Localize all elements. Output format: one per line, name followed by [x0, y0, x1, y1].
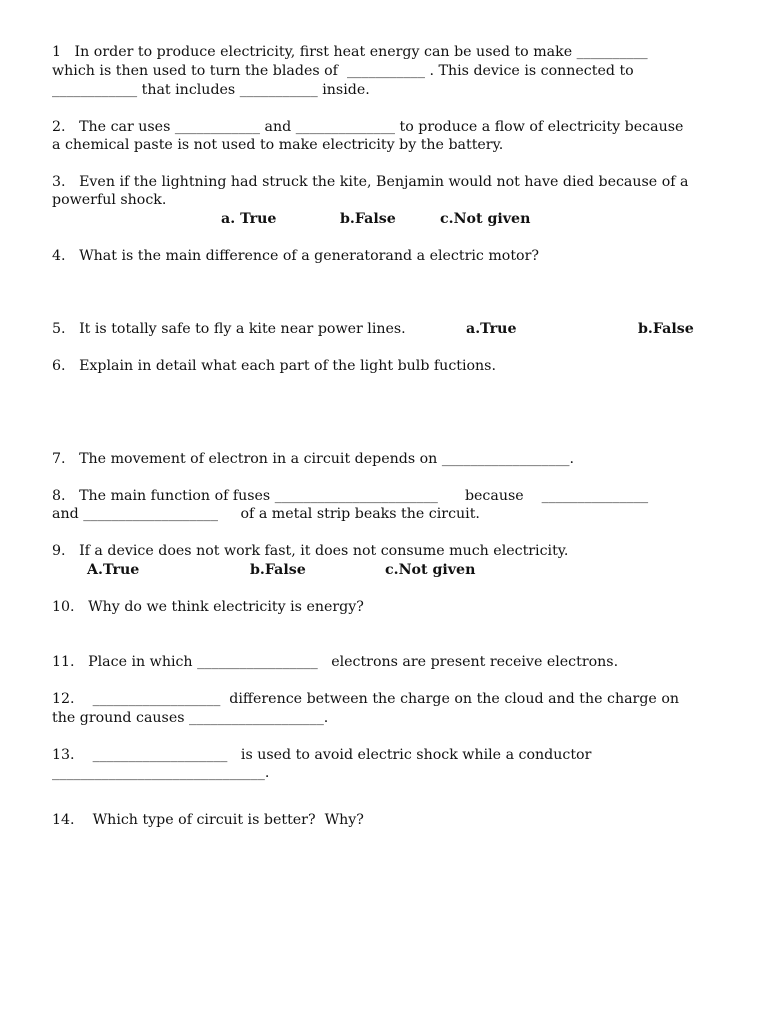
question-3-option-c: c.Not given [440, 211, 531, 227]
question-8-line-1: 8. The main function of fuses _______________________ because _______________ [52, 488, 649, 504]
question-1-line-3: ____________ that includes ___________ inside. [52, 82, 370, 98]
question-9-option-a: A.True [87, 562, 140, 578]
question-4-line-1: 4. What is the main difference of a generatorand a electric motor? [52, 248, 539, 264]
question-2-line-1: 2. The car uses ____________ and ______________ to produce a flow of electricity because [52, 119, 684, 135]
question-5-option-a: a.True [466, 321, 517, 337]
question-9-option-c: c.Not given [385, 562, 476, 578]
question-5-option-b: b.False [638, 321, 694, 337]
question-10-line-1: 10. Why do we think electricity is energy? [52, 599, 364, 615]
question-3-option-b: b.False [340, 211, 396, 227]
question-3-option-a: a. True [221, 211, 277, 227]
question-1-line-1: 1 In order to produce electricity, first heat energy can be used to make __________ [52, 44, 648, 60]
question-13-line-2: ______________________________. [52, 765, 270, 781]
question-2-line-2: a chemical paste is not used to make electricity by the battery. [52, 137, 504, 153]
question-12-line-1: 12. __________________ difference between the charge on the cloud and the charge on [52, 691, 680, 707]
question-14-line-1: 14. Which type of circuit is better? Why? [52, 812, 364, 828]
question-3-line-2: powerful shock. [52, 192, 167, 208]
question-6-line-1: 6. Explain in detail what each part of the light bulb fuctions. [52, 358, 496, 374]
question-3-line-1: 3. Even if the lightning had struck the kite, Benjamin would not have died because of a [52, 174, 689, 190]
question-8-line-2: and ___________________ of a metal strip beaks the circuit. [52, 506, 480, 522]
question-5-line-1: 5. It is totally safe to fly a kite near power lines. [52, 321, 406, 337]
question-9-option-b: b.False [250, 562, 306, 578]
question-12-line-2: the ground causes ___________________. [52, 710, 329, 726]
question-7-line-1: 7. The movement of electron in a circuit depends on __________________. [52, 451, 575, 467]
question-9-line-1: 9. If a device does not work fast, it does not consume much electricity. [52, 543, 569, 559]
question-1-line-2: which is then used to turn the blades of ___________ . This device is connected to [52, 63, 634, 79]
question-11-line-1: 11. Place in which _________________ electrons are present receive electrons. [52, 654, 619, 670]
question-13-line-1: 13. ___________________ is used to avoid electric shock while a conductor [52, 747, 592, 763]
